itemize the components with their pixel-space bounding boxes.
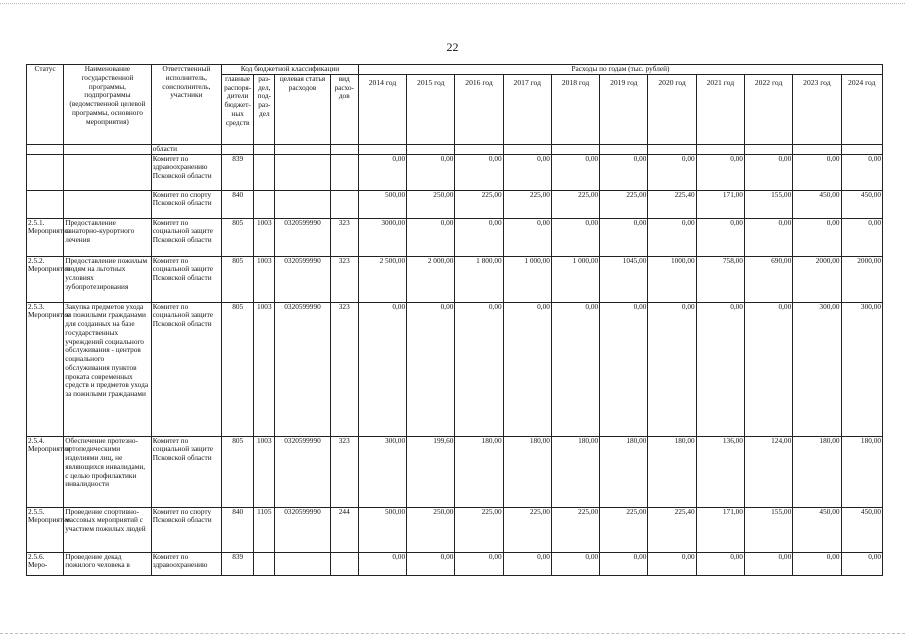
row-name	[64, 190, 151, 218]
header-year: 2022 год	[744, 74, 792, 144]
row-vr	[330, 154, 358, 190]
row-grbs: 840	[222, 190, 254, 218]
header-name: Наименование государственной программы, подпрограммы (ведомственной целевой программы, основного мероприятия)	[64, 65, 151, 145]
row-value: 0,00	[358, 154, 406, 190]
row-razdel: 1003	[254, 256, 275, 302]
row-value: 1 000,00	[503, 256, 551, 302]
row-value: 0,00	[696, 302, 744, 436]
row-value: 0,00	[455, 302, 503, 436]
row-value: 500,00	[358, 190, 406, 218]
row-value: 500,00	[358, 507, 406, 552]
row-value: 180,00	[455, 436, 503, 507]
row-value: 0,00	[503, 552, 551, 575]
row-value: 0,00	[503, 218, 551, 256]
row-name: Обеспечение протезно-ортопедическими изделиями лиц, не являющихся инвалидами, с целью профилактики инвалидности	[64, 436, 151, 507]
row-value: 136,00	[696, 436, 744, 507]
row-value	[600, 144, 648, 154]
row-value	[503, 144, 551, 154]
row-value	[841, 144, 883, 154]
header-vr: вид расхо-дов	[330, 74, 358, 144]
row-cs	[275, 190, 330, 218]
row-status: 2.5.6. Меро-	[27, 552, 64, 575]
header-expenses: Расходы по годам (тыс. рублей)	[358, 65, 882, 75]
row-value: 0,00	[407, 218, 455, 256]
row-value: 0,00	[455, 218, 503, 256]
row-value: 2000,00	[841, 256, 883, 302]
table-row	[27, 302, 883, 436]
row-executor: Комитет по спорту Псковской области	[151, 507, 221, 552]
row-value: 0,00	[455, 154, 503, 190]
row-value	[551, 144, 599, 154]
row-value: 0,00	[648, 302, 696, 436]
row-razdel: 1105	[254, 507, 275, 552]
row-razdel	[254, 154, 275, 190]
row-vr: 244	[330, 507, 358, 552]
row-name: Предоставление пожилым людям на льготных условиях зубопротезирования	[64, 256, 151, 302]
bottom-scan-line	[0, 633, 905, 634]
row-value: 0,00	[407, 302, 455, 436]
row-value: 2000,00	[793, 256, 841, 302]
row-value: 0,00	[407, 154, 455, 190]
row-executor: Комитет по социальной защите Псковской области	[151, 218, 221, 256]
header-bk-code: Код бюджетной классификации	[222, 65, 359, 75]
row-executor: Комитет по социальной защите Псковской области	[151, 256, 221, 302]
row-value	[648, 144, 696, 154]
row-grbs: 840	[222, 507, 254, 552]
table-row	[27, 256, 883, 302]
row-cs	[275, 154, 330, 190]
row-value: 155,00	[744, 190, 792, 218]
row-razdel: 1003	[254, 436, 275, 507]
row-value: 0,00	[696, 154, 744, 190]
row-value: 180,00	[648, 436, 696, 507]
row-value: 225,00	[503, 507, 551, 552]
row-value: 0,00	[648, 154, 696, 190]
row-value	[455, 144, 503, 154]
row-value: 225,00	[551, 190, 599, 218]
row-value: 0,00	[744, 154, 792, 190]
row-value: 0,00	[600, 218, 648, 256]
row-value: 199,60	[407, 436, 455, 507]
row-vr: 323	[330, 218, 358, 256]
row-cs: 0320599990	[275, 256, 330, 302]
header-year: 2024 год	[841, 74, 883, 144]
row-grbs: 839	[222, 154, 254, 190]
row-value: 0,00	[358, 552, 406, 575]
row-value: 0,00	[793, 552, 841, 575]
page-number: 22	[446, 40, 459, 54]
row-grbs: 805	[222, 256, 254, 302]
row-value: 225,40	[648, 507, 696, 552]
row-value: 300,00	[358, 436, 406, 507]
row-value: 250,00	[407, 507, 455, 552]
row-grbs: 805	[222, 302, 254, 436]
row-value: 0,00	[648, 218, 696, 256]
row-razdel	[254, 190, 275, 218]
row-value: 450,00	[793, 190, 841, 218]
row-name	[64, 144, 151, 154]
row-status: 2.5.3. Мероприятие	[27, 302, 64, 436]
row-value: 0,00	[744, 302, 792, 436]
row-value	[744, 144, 792, 154]
header-grbs: главные распоря-дители бюджет-ных средств	[222, 74, 254, 144]
row-value: 450,00	[793, 507, 841, 552]
row-value: 0,00	[841, 218, 883, 256]
row-status: 2.5.1. Мероприятие	[27, 218, 64, 256]
row-value	[358, 144, 406, 154]
row-value: 0,00	[744, 218, 792, 256]
header-status: Статус	[27, 65, 64, 145]
row-name: Предоставление санаторно-курортного лечения	[64, 218, 151, 256]
table-row	[27, 144, 883, 154]
row-value: 758,00	[696, 256, 744, 302]
row-vr: 323	[330, 302, 358, 436]
row-value: 1 800,00	[455, 256, 503, 302]
row-value: 0,00	[358, 302, 406, 436]
row-cs	[275, 144, 330, 154]
table-row	[27, 218, 883, 256]
row-value: 180,00	[600, 436, 648, 507]
row-value: 450,00	[841, 190, 883, 218]
row-value	[793, 144, 841, 154]
row-value: 450,00	[841, 507, 883, 552]
row-executor: области	[151, 144, 221, 154]
row-value: 0,00	[793, 154, 841, 190]
row-name: Закупка предметов ухода за пожилыми гражданами для созданных на базе государственных учреждений социального обслуживания - центров социального обслуживания пунктов проката современных средств и предметов ухода за пожилыми гражданами	[64, 302, 151, 436]
row-value: 225,00	[455, 190, 503, 218]
table-row	[27, 552, 883, 575]
row-value: 0,00	[455, 552, 503, 575]
table-row	[27, 436, 883, 507]
budget-table	[26, 64, 883, 576]
row-value: 0,00	[841, 552, 883, 575]
row-razdel: 1003	[254, 302, 275, 436]
row-value: 225,40	[648, 190, 696, 218]
row-cs: 0320599990	[275, 436, 330, 507]
row-value: 250,00	[407, 190, 455, 218]
top-scan-line	[0, 3, 905, 4]
row-name	[64, 154, 151, 190]
row-value	[696, 144, 744, 154]
table-row	[27, 190, 883, 218]
row-status: 2.5.5. Мероприятие	[27, 507, 64, 552]
row-cs: 0320599990	[275, 507, 330, 552]
row-value: 0,00	[648, 552, 696, 575]
row-value: 0,00	[696, 218, 744, 256]
header-year: 2014 год	[358, 74, 406, 144]
header-executor: Ответственный исполнитель, соисполнитель, участники	[151, 65, 221, 145]
row-value: 180,00	[503, 436, 551, 507]
header-year: 2018 год	[551, 74, 599, 144]
table-row	[27, 507, 883, 552]
row-value	[407, 144, 455, 154]
row-value: 171,00	[696, 507, 744, 552]
row-cs	[275, 552, 330, 575]
row-value: 180,00	[841, 436, 883, 507]
row-grbs: 805	[222, 218, 254, 256]
row-executor: Комитет по социальной защите Псковской области	[151, 302, 221, 436]
row-value: 1000,00	[648, 256, 696, 302]
header-year: 2017 год	[503, 74, 551, 144]
header-year: 2023 год	[793, 74, 841, 144]
row-value: 0,00	[744, 552, 792, 575]
row-vr	[330, 190, 358, 218]
row-cs: 0320599990	[275, 218, 330, 256]
row-value: 0,00	[551, 552, 599, 575]
table-row	[27, 154, 883, 190]
row-executor: Комитет по здравоохранению Псковской области	[151, 154, 221, 190]
row-executor: Комитет по спорту Псковской области	[151, 190, 221, 218]
row-grbs	[222, 144, 254, 154]
row-value: 0,00	[841, 154, 883, 190]
row-grbs: 839	[222, 552, 254, 575]
row-executor: Комитет по социальной защите Псковской области	[151, 436, 221, 507]
row-value: 3000,00	[358, 218, 406, 256]
row-status	[27, 190, 64, 218]
row-value: 0,00	[600, 552, 648, 575]
row-value: 0,00	[793, 218, 841, 256]
row-status: 2.5.4. Мероприятие	[27, 436, 64, 507]
row-vr: 323	[330, 256, 358, 302]
row-value: 180,00	[551, 436, 599, 507]
row-grbs: 805	[222, 436, 254, 507]
row-name: Проведение декад пожилого человека в	[64, 552, 151, 575]
header-year: 2020 год	[648, 74, 696, 144]
header-razdel: раз-дел, под-раз-дел	[254, 74, 275, 144]
row-value: 2 000,00	[407, 256, 455, 302]
row-value: 225,00	[600, 190, 648, 218]
header-year: 2015 год	[407, 74, 455, 144]
row-value: 300,00	[841, 302, 883, 436]
row-value: 155,00	[744, 507, 792, 552]
row-value: 0,00	[407, 552, 455, 575]
row-value: 0,00	[600, 154, 648, 190]
row-value: 171,00	[696, 190, 744, 218]
row-value: 1 000,00	[551, 256, 599, 302]
row-value: 180,00	[793, 436, 841, 507]
header-year: 2016 год	[455, 74, 503, 144]
row-vr: 323	[330, 436, 358, 507]
row-value: 225,00	[600, 507, 648, 552]
row-value: 0,00	[551, 302, 599, 436]
header-year: 2021 год	[696, 74, 744, 144]
row-vr	[330, 144, 358, 154]
row-value: 0,00	[551, 154, 599, 190]
row-value: 0,00	[551, 218, 599, 256]
row-name: Проведение спортивно-массовых мероприятий с участием пожилых людей	[64, 507, 151, 552]
row-value: 0,00	[600, 302, 648, 436]
row-value: 225,00	[455, 507, 503, 552]
row-value: 300,00	[793, 302, 841, 436]
header-year: 2019 год	[600, 74, 648, 144]
row-value: 225,00	[503, 190, 551, 218]
row-vr	[330, 552, 358, 575]
row-razdel	[254, 144, 275, 154]
row-cs: 0320599990	[275, 302, 330, 436]
row-value: 0,00	[696, 552, 744, 575]
row-executor: Комитет по здравоохранению	[151, 552, 221, 575]
header-cs: целевая статья расходов	[275, 74, 330, 144]
row-value: 1045,00	[600, 256, 648, 302]
row-razdel	[254, 552, 275, 575]
row-value: 2 500,00	[358, 256, 406, 302]
row-status	[27, 154, 64, 190]
row-value: 690,00	[744, 256, 792, 302]
row-razdel: 1003	[254, 218, 275, 256]
row-value: 124,00	[744, 436, 792, 507]
row-value: 0,00	[503, 154, 551, 190]
row-value: 0,00	[503, 302, 551, 436]
row-status: 2.5.2. Мероприятие	[27, 256, 64, 302]
row-value: 225,00	[551, 507, 599, 552]
row-status	[27, 144, 64, 154]
